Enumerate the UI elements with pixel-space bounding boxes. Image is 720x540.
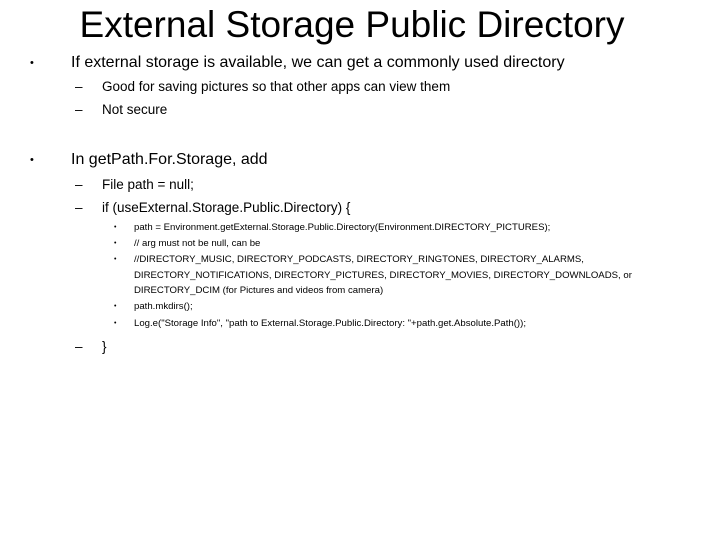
code-line-text: // arg must not be null, can be bbox=[134, 238, 261, 249]
slide-title: External Storage Public Directory bbox=[79, 4, 625, 45]
sub-bullet-text: if (useExternal.Storage.Public.Directory) { bbox=[102, 200, 351, 215]
bullet-glyph: • bbox=[30, 57, 34, 69]
bullet-glyph: • bbox=[114, 303, 117, 310]
bullet-text: In getPath.For.Storage, add bbox=[71, 151, 268, 168]
sub-bullet-text: Good for saving pictures so that other apps can view them bbox=[102, 79, 451, 94]
code-line-text: path.mkdirs(); bbox=[134, 301, 193, 312]
dash-glyph: – bbox=[75, 339, 83, 354]
code-line-text: //DIRECTORY_MUSIC, DIRECTORY_PODCASTS, DIRECTORY_RINGTONES, DIRECTORY_ALARMS, DIRECTORY_NOTIFICATIONS, DIRECTORY_PICTURES, DIRECTORY_MOVIES, DIRECTORY_DOWNLOADS, or DIRECTORY_DCIM (for Pictures and videos from camera) bbox=[134, 254, 632, 296]
dash-glyph: – bbox=[75, 79, 83, 94]
dash-glyph: – bbox=[75, 102, 83, 117]
dash-glyph: – bbox=[75, 177, 83, 192]
sub-bullet-text: File path = null; bbox=[102, 177, 194, 192]
bullet-glyph: • bbox=[30, 154, 34, 166]
bullet-glyph: • bbox=[114, 320, 117, 327]
bullet-text: If external storage is available, we can get a commonly used directory bbox=[71, 54, 565, 71]
closing-brace: } bbox=[102, 339, 107, 354]
dash-glyph: – bbox=[75, 200, 83, 215]
bullet-glyph: • bbox=[114, 256, 117, 263]
bullet-glyph: • bbox=[114, 240, 117, 247]
code-line-text: path = Environment.getExternal.Storage.Public.Directory(Environment.DIRECTORY_PICTURES); bbox=[134, 222, 551, 233]
bullet-glyph: • bbox=[114, 224, 117, 231]
sub-bullet-text: Not secure bbox=[102, 102, 168, 117]
code-line-text: Log.e("Storage Info", "path to External.Storage.Public.Directory: "+path.get.Absolute.Path()); bbox=[134, 318, 526, 329]
